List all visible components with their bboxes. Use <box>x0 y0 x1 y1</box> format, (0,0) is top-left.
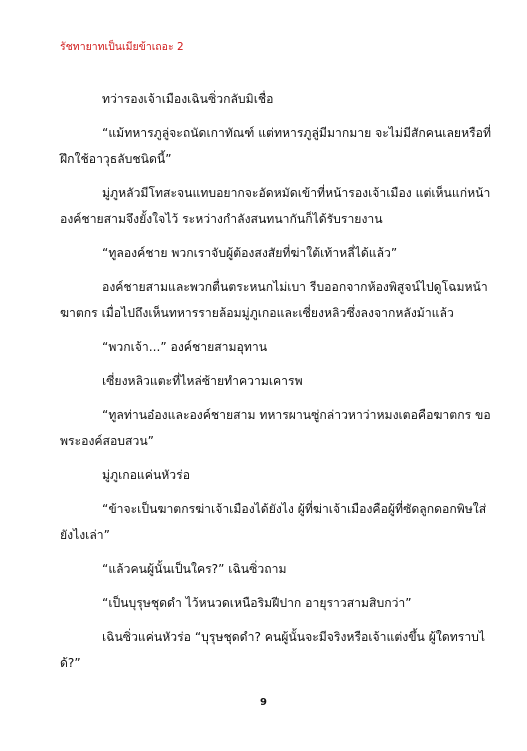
paragraph: “ข้าจะเป็นฆาตกรฆ่าเจ้าเมืองได้ยังไง ผู้ที่ฆ่าเจ้าเมืองคือผู้ที่ซัดลูกดอกพิษใส่ยังไงเล่า” <box>60 502 487 542</box>
paragraph: เซี่ยงหลิวแตะที่ไหล่ซ้ายทำความเคารพ <box>102 374 303 388</box>
paragraph: ทว่ารองเจ้าเมืองเฉินซิ่วกลับมิเชื่อ <box>102 92 274 106</box>
paragraph: มู่ภูหลัวมีโทสะจนแทบอยากจะอัดหมัดเข้าที่หน้ารองเจ้าเมือง แต่เห็นแก่หน้าองค์ชายสามจึงยั้งใจไว้ ระหว่างกำลังสนทนากันก็ได้รับรายงาน <box>60 186 491 226</box>
paragraph: “เป็นบุรุษชุดดำ ไว้หนวดเหนือริมฝีปาก อายุราวสามสิบกว่า” <box>102 596 412 610</box>
page-number: 9 <box>260 697 267 708</box>
paragraph: เฉินซิ่วแค่นหัวร่อ “บุรุษชุดดำ? คนผู้นั้นจะมีจริงหรือเจ้าแต่งขึ้น ผู้ใดทราบได้?” <box>60 630 486 670</box>
paragraph: มู่ภูเกอแค่นหัวร่อ <box>102 468 191 482</box>
paragraph: “พวกเจ้า...” องค์ชายสามอุทาน <box>102 340 268 354</box>
paragraph: “ทูลท่านอ๋องและองค์ชายสาม ทหารผานซู่กล่าวหาว่าหมงเตอคือฆาตกร ขอพระองค์สอบสวน” <box>60 408 491 448</box>
paragraph: “ทูลองค์ชาย พวกเราจับผู้ต้องสงสัยที่ฆ่าใต้เท้าหลี่ได้แล้ว” <box>102 246 398 260</box>
paragraph: “แล้วคนผู้นั้นเป็นใคร?” เฉินซิ่วถาม <box>102 562 287 576</box>
running-header: รัชทายาทเป็นเมียข้าเถอะ 2 <box>60 41 184 53</box>
paragraph: “แม้ทหารภูลู่จะถนัดเกาทัณฑ์ แต่ทหารภูลู่มีมากมาย จะไม่มีสักคนเลยหรือที่ฝึกใช้อาวุธลับชนิดนี้” <box>60 126 492 166</box>
paragraph: องค์ชายสามและพวกตื่นตระหนกไม่เบา รีบออกจากห้องพิสูจน์ไปดูโฉมหน้าฆาตกร เมื่อไปถึงเห็นทหารรายล้อมมู่ภูเกอและเซี่ยงหลิวซึ่งลงจากหลังม้าแล้ว <box>60 280 488 320</box>
body-text <box>60 86 492 684</box>
